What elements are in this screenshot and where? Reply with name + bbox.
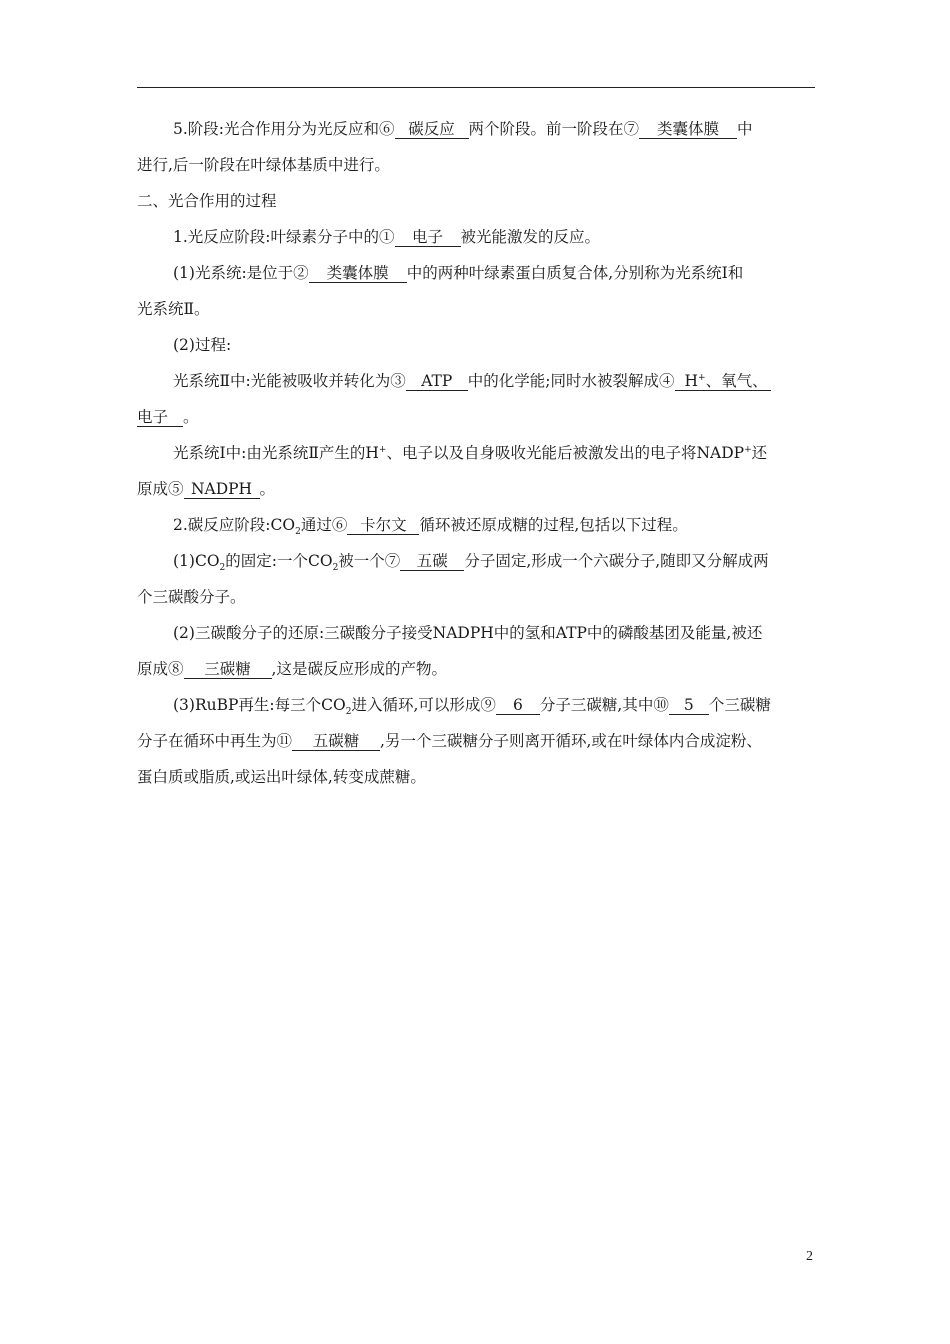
text: 。 [259, 480, 276, 498]
answer-blank: 类囊体膜 [309, 265, 407, 283]
text: 分子三碳糖,其中⑩ [539, 696, 669, 714]
text: 蛋白质或脂质,或运出叶绿体,转变成蔗糖。 [137, 768, 426, 786]
paragraph-ps1 [137, 444, 815, 463]
heading-text: 二、光合作用的过程 [137, 192, 277, 210]
text: 中的两种叶绿素蛋白质复合体,分别称为光系统Ⅰ和 [406, 264, 744, 282]
paragraph-regeneration-cont [137, 732, 815, 751]
paragraph-regeneration-end [137, 768, 815, 787]
text: ,这是碳反应形成的产物。 [271, 660, 447, 678]
paragraph-ps2-cont [137, 408, 815, 427]
text: 原成⑧ [137, 660, 184, 678]
text: 被光能激发的反应。 [460, 228, 601, 246]
text: 进行,后一阶段在叶绿体基质中进行。 [137, 156, 390, 174]
paragraph-process [137, 336, 815, 355]
subscript: 2 [345, 707, 352, 718]
superscript: + [378, 444, 387, 455]
text: 中的化学能;同时水被裂解成④ [467, 372, 675, 390]
answer-blank: 电子 [137, 409, 183, 427]
text: 循环被还原成糖的过程,包括以下过程。 [419, 516, 688, 534]
text: 分子在循环中再生为⑪ [137, 732, 293, 750]
text: (3)RuBP再生:每三个CO [173, 696, 346, 714]
subscript: 2 [219, 563, 226, 574]
answer-blank: 碳反应 [395, 121, 469, 139]
text: (2)过程: [173, 336, 232, 354]
paragraph-reduction-cont [137, 660, 815, 679]
text: 、电子以及自身吸收光能后被激发出的电子将NADP [386, 444, 745, 462]
paragraph-photosystem [137, 264, 815, 283]
answer-blank: 卡尔文 [347, 517, 419, 535]
answer-blank: 电子 [395, 229, 461, 247]
text: 还 [751, 444, 768, 462]
answer-blank: 5 [669, 697, 709, 715]
superscript: + [698, 372, 706, 383]
answer-blank: 五碳糖 [292, 733, 380, 751]
text: 进入循环,可以形成⑨ [351, 696, 496, 714]
answer-blank: 五碳 [400, 553, 464, 571]
text: (2)三碳酸分子的还原:三碳酸分子接受NADPH中的氢和ATP中的磷酸基团及能量,被还 [173, 624, 763, 642]
text: 个三碳酸分子。 [137, 588, 246, 606]
text: (1)光系统:是位于② [173, 264, 309, 282]
text: 通过⑥ [300, 516, 348, 534]
text: 1.光反应阶段:叶绿素分子中的① [173, 228, 395, 246]
text: H [684, 372, 699, 390]
text: 被一个⑦ [338, 552, 401, 570]
text: 个三碳糖 [708, 696, 771, 714]
header-rule [137, 87, 815, 88]
superscript: + [744, 444, 752, 455]
text: 。 [183, 408, 199, 426]
paragraph-fixation-cont [137, 588, 815, 607]
paragraph-regeneration [137, 696, 815, 718]
paragraph-photosystem-cont [137, 300, 815, 319]
section-heading [137, 192, 815, 211]
page-number: 2 [806, 1249, 813, 1264]
subscript: 2 [332, 563, 339, 574]
answer-blank: ATP [406, 373, 468, 391]
text: (1)CO [173, 552, 220, 570]
paragraph-stage [137, 120, 815, 139]
answer-blank: 类囊体膜 [639, 121, 737, 139]
text: 光系统Ⅱ中:光能被吸收并转化为③ [173, 372, 406, 390]
answer-blank: 三碳糖 [184, 661, 272, 679]
paragraph-reduction [137, 624, 815, 643]
text: 光系统Ⅰ中:由光系统Ⅱ产生的H [173, 444, 379, 462]
paragraph-dark-reaction [137, 516, 815, 538]
text: 原成⑤ [137, 480, 184, 498]
paragraph-light-reaction [137, 228, 815, 247]
text: 2.碳反应阶段:CO [173, 516, 296, 534]
subscript: 2 [295, 527, 301, 538]
text: 的固定:一个CO [225, 552, 333, 570]
text: ,另一个三碳糖分子则离开循环,或在叶绿体内合成淀粉、 [380, 732, 762, 750]
answer-blank: NADPH [184, 481, 260, 499]
paragraph-ps2 [137, 372, 815, 391]
paragraph-stage-cont [137, 156, 815, 175]
text: 5.阶段:光合作用分为光反应和⑥ [173, 120, 395, 138]
paragraph-fixation [137, 552, 815, 574]
answer-blank [675, 373, 771, 391]
text: 两个阶段。前一阶段在⑦ [468, 120, 640, 138]
document-body [137, 120, 815, 804]
answer-blank: 6 [496, 697, 540, 715]
paragraph-ps1-cont [137, 480, 815, 499]
text: 光系统Ⅱ。 [137, 300, 210, 318]
text: 中 [737, 120, 753, 138]
text: 、氧气、 [705, 372, 768, 390]
text: 分子固定,形成一个六碳分子,随即又分解成两 [464, 552, 769, 570]
